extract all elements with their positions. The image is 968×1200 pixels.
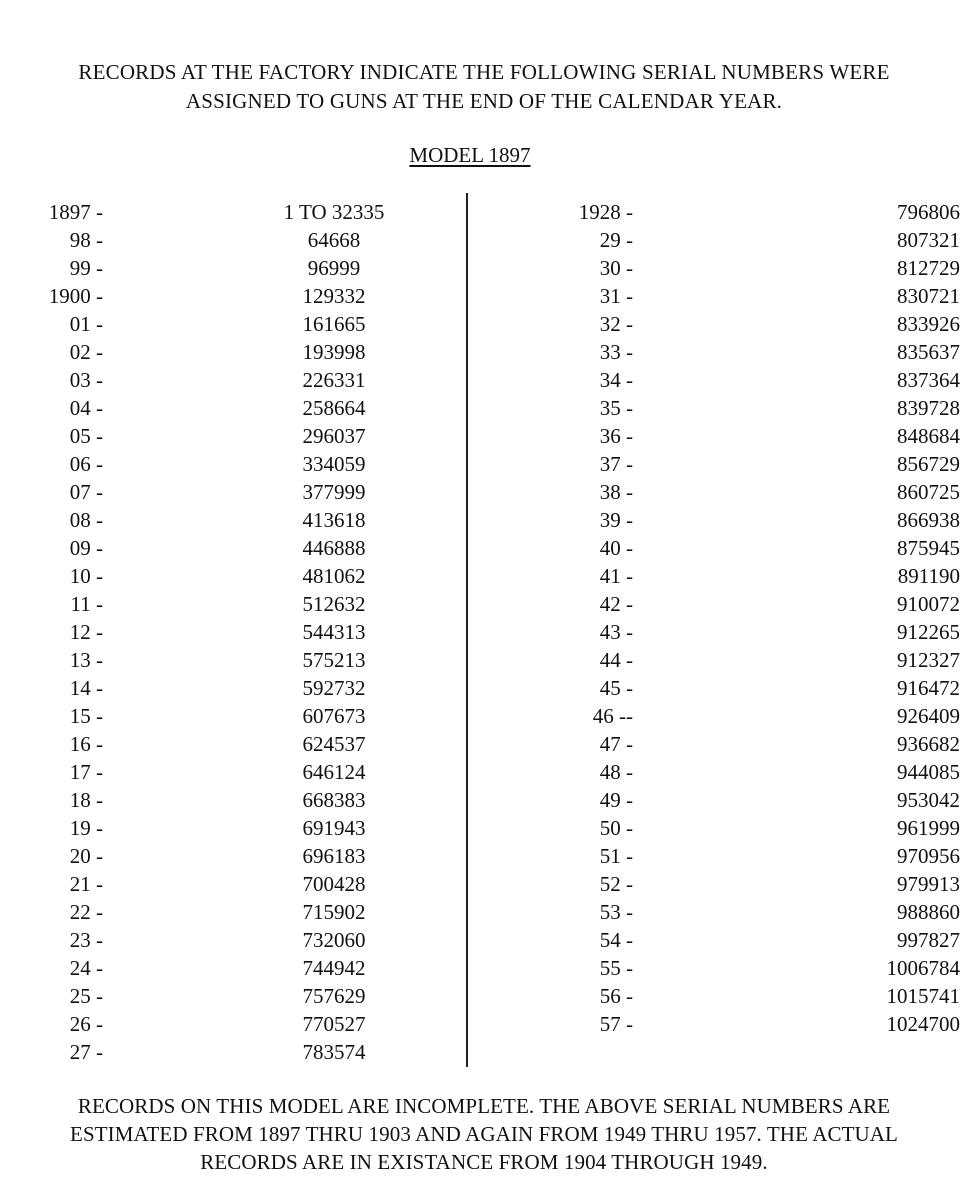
- year-cell: 30 -: [599, 256, 633, 280]
- table-row: [0, 618, 968, 646]
- year-cell: 27 -: [69, 1040, 103, 1064]
- serial-cell: 856729: [897, 452, 960, 476]
- serial-cell: 446888: [302, 536, 366, 560]
- serial-cell: 715902: [302, 900, 366, 924]
- table-row: [0, 814, 968, 842]
- serial-cell: 910072: [897, 592, 960, 616]
- year-cell: 20 -: [69, 844, 103, 868]
- table-row: [0, 534, 968, 562]
- table-row: [0, 954, 968, 982]
- year-cell: 41 -: [599, 564, 633, 588]
- serial-cell: 988860: [897, 900, 960, 924]
- year-cell: 26 -: [69, 1012, 103, 1036]
- serial-cell: 757629: [302, 984, 366, 1008]
- year-cell: 55 -: [599, 956, 633, 980]
- year-cell: 49 -: [599, 788, 633, 812]
- table-row: [0, 254, 968, 282]
- right-column: [0, 198, 968, 1038]
- serial-cell: 624537: [302, 732, 366, 756]
- serial-cell: 970956: [897, 844, 960, 868]
- table-row: [0, 310, 968, 338]
- serial-cell: 696183: [302, 844, 366, 868]
- table-row: [0, 674, 968, 702]
- serial-cell: 258664: [302, 396, 366, 420]
- table-row: [0, 450, 968, 478]
- table-row: [0, 422, 968, 450]
- serial-cell: 807321: [897, 228, 960, 252]
- serial-cell: 226331: [302, 368, 366, 392]
- serial-cell: 848684: [897, 424, 960, 448]
- serial-cell: 961999: [897, 816, 960, 840]
- year-cell: 53 -: [599, 900, 633, 924]
- serial-cell: 129332: [302, 284, 366, 308]
- table-row: [0, 198, 968, 226]
- year-cell: 31 -: [599, 284, 633, 308]
- table-row: [0, 926, 968, 954]
- table-row: [0, 646, 968, 674]
- header-text: [0, 58, 968, 116]
- serial-cell: 839728: [897, 396, 960, 420]
- serial-cell: 770527: [302, 1012, 366, 1036]
- serial-cell: 860725: [897, 480, 960, 504]
- table-row: [0, 870, 968, 898]
- year-cell: 33 -: [599, 340, 633, 364]
- year-cell: 24 -: [69, 956, 103, 980]
- serial-cell: 193998: [302, 340, 366, 364]
- serial-cell: 646124: [302, 760, 366, 784]
- year-cell: 11 -: [70, 592, 103, 616]
- table-row: [0, 982, 968, 1010]
- year-cell: 14 -: [69, 676, 103, 700]
- year-cell: 23 -: [69, 928, 103, 952]
- serial-cell: 835637: [897, 340, 960, 364]
- year-cell: 03 -: [69, 368, 103, 392]
- serial-cell: 926409: [897, 704, 960, 728]
- serial-cell: 1024700: [886, 1012, 960, 1036]
- year-cell: 13 -: [69, 648, 103, 672]
- year-cell: 34 -: [599, 368, 633, 392]
- table-row: [0, 758, 968, 786]
- serial-cell: 916472: [897, 676, 960, 700]
- table-row: [0, 226, 968, 254]
- serial-cell: 1 TO 32335: [283, 200, 385, 224]
- year-cell: 19 -: [69, 816, 103, 840]
- year-cell: 04 -: [69, 396, 103, 420]
- column-divider: [466, 193, 468, 1067]
- header-line-2: ASSIGNED TO GUNS AT THE END OF THE CALENDAR YEAR.: [185, 89, 783, 113]
- serial-cell: 912327: [897, 648, 960, 672]
- serial-cell: 979913: [897, 872, 960, 896]
- year-cell: 57 -: [599, 1012, 633, 1036]
- serial-cell: 1015741: [886, 984, 960, 1008]
- year-cell: 52 -: [599, 872, 633, 896]
- serial-cell: 607673: [302, 704, 366, 728]
- year-cell: 22 -: [69, 900, 103, 924]
- year-cell: 99 -: [69, 256, 103, 280]
- year-cell: 36 -: [599, 424, 633, 448]
- serial-cell: 413618: [302, 508, 366, 532]
- year-cell: 18 -: [69, 788, 103, 812]
- year-cell: 32 -: [599, 312, 633, 336]
- serial-cell: 64668: [307, 228, 361, 252]
- serial-cell: 700428: [302, 872, 366, 896]
- year-cell: 1897 -: [48, 200, 103, 224]
- serial-cell: 875945: [897, 536, 960, 560]
- footer-line-3: RECORDS ARE IN EXISTANCE FROM 1904 THROUGH 1949.: [200, 1150, 768, 1174]
- table-row: [0, 730, 968, 758]
- year-cell: 25 -: [69, 984, 103, 1008]
- year-cell: 51 -: [599, 844, 633, 868]
- footer-line-1: RECORDS ON THIS MODEL ARE INCOMPLETE. THE ABOVE SERIAL NUMBERS ARE: [77, 1094, 891, 1118]
- year-cell: 09 -: [69, 536, 103, 560]
- serial-cell: 334059: [302, 452, 366, 476]
- table-row: [0, 898, 968, 926]
- serial-cell: 997827: [897, 928, 960, 952]
- year-cell: 10 -: [69, 564, 103, 588]
- year-cell: 39 -: [599, 508, 633, 532]
- serial-cell: 1006784: [886, 956, 960, 980]
- year-cell: 1900 -: [48, 284, 103, 308]
- year-cell: 21 -: [69, 872, 103, 896]
- serial-cell: 732060: [302, 928, 366, 952]
- table-row: [0, 282, 968, 310]
- year-cell: 54 -: [599, 928, 633, 952]
- serial-cell: 377999: [302, 480, 366, 504]
- year-cell: 35 -: [599, 396, 633, 420]
- year-cell: 48 -: [599, 760, 633, 784]
- table-row: [0, 478, 968, 506]
- serial-cell: 953042: [897, 788, 960, 812]
- model-title: MODEL 1897: [409, 143, 531, 167]
- year-cell: 44 -: [599, 648, 633, 672]
- year-cell: 40 -: [599, 536, 633, 560]
- serial-cell: 833926: [897, 312, 960, 336]
- year-cell: 02 -: [69, 340, 103, 364]
- serial-cell: 296037: [302, 424, 366, 448]
- year-cell: 45 -: [599, 676, 633, 700]
- serial-cell: 575213: [302, 648, 366, 672]
- year-cell: 50 -: [599, 816, 633, 840]
- year-cell: 42 -: [599, 592, 633, 616]
- serial-cell: 668383: [302, 788, 366, 812]
- serial-cell: 744942: [302, 956, 366, 980]
- serial-cell: 936682: [897, 732, 960, 756]
- year-cell: 37 -: [599, 452, 633, 476]
- serial-cell: 796806: [897, 200, 960, 224]
- serial-cell: 912265: [897, 620, 960, 644]
- serial-cell: 837364: [897, 368, 960, 392]
- serial-cell: 691943: [302, 816, 366, 840]
- year-cell: 56 -: [599, 984, 633, 1008]
- year-cell: 98 -: [69, 228, 103, 252]
- year-cell: 16 -: [69, 732, 103, 756]
- year-cell: 15 -: [69, 704, 103, 728]
- year-cell: 06 -: [69, 452, 103, 476]
- year-cell: 38 -: [599, 480, 633, 504]
- year-cell: 43 -: [599, 620, 633, 644]
- year-cell: 12 -: [69, 620, 103, 644]
- year-cell: 17 -: [69, 760, 103, 784]
- serial-cell: 161665: [302, 312, 366, 336]
- serial-cell: 481062: [302, 564, 366, 588]
- table-row: [0, 366, 968, 394]
- serial-cell: 891190: [897, 564, 960, 588]
- year-cell: 07 -: [69, 480, 103, 504]
- table-row: [0, 1010, 968, 1038]
- serial-cell: 944085: [897, 760, 960, 784]
- serial-cell: 544313: [302, 620, 366, 644]
- serial-cell: 866938: [897, 508, 960, 532]
- year-cell: 47 -: [599, 732, 633, 756]
- table-row: [0, 562, 968, 590]
- header-line-1: RECORDS AT THE FACTORY INDICATE THE FOLLOWING SERIAL NUMBERS WERE: [78, 60, 890, 84]
- serial-cell: 830721: [897, 284, 960, 308]
- table-row: [0, 842, 968, 870]
- serial-cell: 592732: [302, 676, 366, 700]
- year-cell: 46 --: [592, 704, 633, 728]
- serial-number-table: [0, 198, 968, 1078]
- year-cell: 01 -: [69, 312, 103, 336]
- footer-note: [0, 1092, 968, 1176]
- year-cell: 05 -: [69, 424, 103, 448]
- table-row: [0, 590, 968, 618]
- footer-line-2: ESTIMATED FROM 1897 THRU 1903 AND AGAIN FROM 1949 THRU 1957. THE ACTUAL: [70, 1122, 898, 1146]
- table-row: [0, 1038, 968, 1066]
- table-row: [0, 702, 968, 730]
- serial-cell: 783574: [302, 1040, 366, 1064]
- year-cell: 08 -: [69, 508, 103, 532]
- serial-cell: 812729: [897, 256, 960, 280]
- table-row: [0, 394, 968, 422]
- year-cell: 29 -: [599, 228, 633, 252]
- table-row: [0, 786, 968, 814]
- table-row: [0, 506, 968, 534]
- serial-cell: 96999: [307, 256, 361, 280]
- serial-cell: 512632: [302, 592, 366, 616]
- table-row: [0, 338, 968, 366]
- year-cell: 1928 -: [578, 200, 633, 224]
